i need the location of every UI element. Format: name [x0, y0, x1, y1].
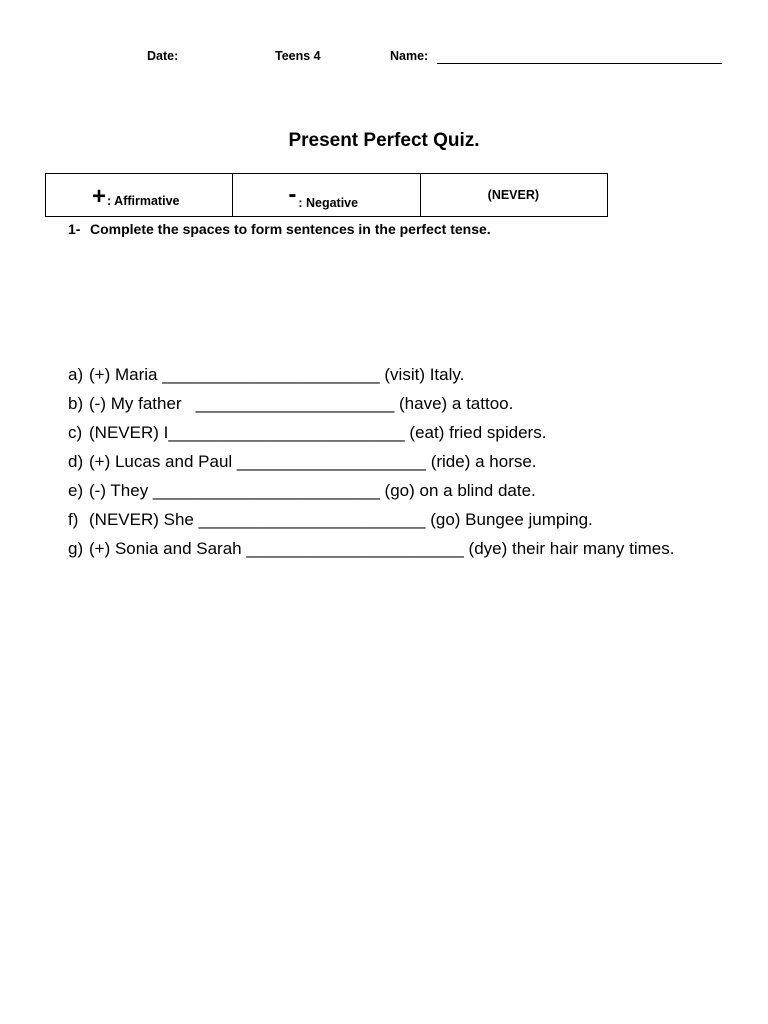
- class-label: Teens 4: [275, 49, 321, 63]
- question-text: (+) Maria _______________________ (visit) Italy.: [89, 365, 465, 384]
- question-letter: a): [68, 365, 84, 384]
- plus-symbol: +: [92, 183, 107, 210]
- instruction-text: Complete the spaces to form sentences in the perfect tense.: [90, 221, 491, 237]
- question-list: [68, 362, 758, 565]
- question-item[interactable]: [68, 449, 758, 478]
- question-item[interactable]: [68, 362, 758, 391]
- legend-cell-affirmative: [46, 174, 233, 216]
- date-label: Date:: [147, 49, 179, 63]
- question-letter: f): [68, 510, 79, 529]
- question-letter: g): [68, 539, 84, 558]
- question-text: (NEVER) She ________________________ (go) Bungee jumping.: [89, 510, 593, 529]
- legend-cell-never: [421, 174, 607, 216]
- instruction-number: 1-: [68, 221, 81, 237]
- legend-negative-label: : Negative: [298, 196, 359, 210]
- question-text: (-) My father _____________________ (have) a tattoo.: [89, 394, 514, 413]
- legend-table: [45, 173, 608, 217]
- name-blank-line[interactable]: [437, 63, 722, 64]
- question-letter: d): [68, 452, 84, 471]
- question-text: (+) Lucas and Paul ____________________ (ride) a horse.: [89, 452, 537, 471]
- legend-affirmative-label: : Affirmative: [107, 194, 180, 208]
- question-letter: b): [68, 394, 84, 413]
- question-item[interactable]: [68, 420, 758, 449]
- legend-never-label: (NEVER): [487, 188, 540, 202]
- question-item[interactable]: [68, 536, 758, 565]
- question-text: (-) They ________________________ (go) on a blind date.: [89, 481, 536, 500]
- question-item[interactable]: [68, 391, 758, 420]
- question-text: (+) Sonia and Sarah _______________________ (dye) their hair many times.: [89, 539, 675, 558]
- question-item[interactable]: [68, 478, 758, 507]
- page-title: Present Perfect Quiz.: [288, 130, 480, 151]
- name-label: Name:: [390, 49, 429, 63]
- minus-symbol: -: [288, 181, 297, 208]
- question-letter: c): [68, 423, 83, 442]
- question-letter: e): [68, 481, 84, 500]
- question-text: (NEVER) I_________________________ (eat) fried spiders.: [89, 423, 547, 442]
- legend-cell-negative: [233, 174, 420, 216]
- question-item[interactable]: [68, 507, 758, 536]
